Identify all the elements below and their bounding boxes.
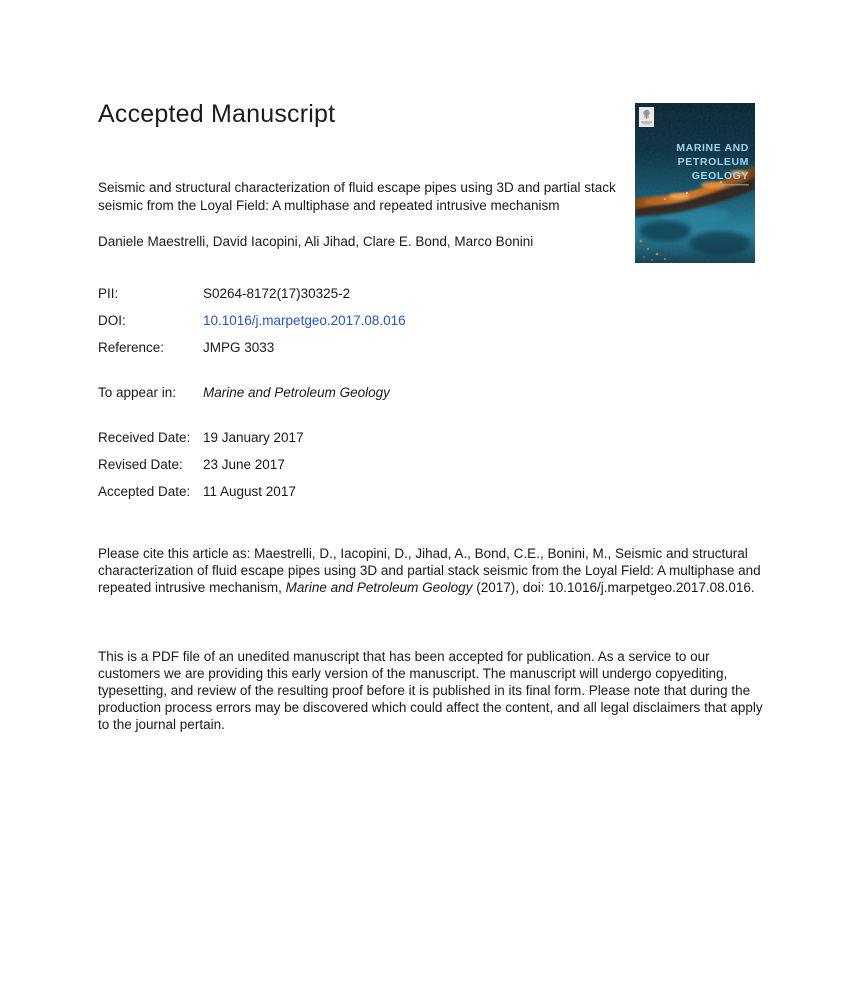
revised-date-label: Revised Date: [98,457,183,472]
doi-link[interactable]: 10.1016/j.marpetgeo.2017.08.016 [203,313,406,328]
cover-band-highlight [669,193,689,199]
citation-prefix: Please cite this article as: Maestrelli, D., Iacopini, D., Jihad, A., Bond, C.E., Bonini, M., Seismic and structural characterization of fluid escape pipes using 3D and partial stack seismic from the Loyal Field: A multiphase and repeated intrusive mechanism, [98,546,761,595]
journal-cover-title-line1: MARINE AND [676,142,749,154]
cover-glint [686,192,688,194]
accepted-date-label: Accepted Date: [98,484,191,499]
article-authors: Daniele Maestrelli, David Iacopini, Ali Jihad, Clare E. Bond, Marco Bonini [98,234,534,249]
meta-row-accepted-date [98,484,296,499]
reference-label: Reference: [98,340,165,355]
cover-subtitle-bar [721,184,749,186]
meta-row-revised-date [98,457,285,472]
journal-cover-title-line3: GEOLOGY [691,170,749,182]
cover-band-highlight [645,200,661,205]
received-date-label: Received Date: [98,430,191,445]
meta-row-reference [98,340,274,355]
cover-glint [664,198,666,200]
citation-suffix: (2017), doi: 10.1016/j.marpetgeo.2017.08.016. [472,580,755,595]
revised-date-value: 23 June 2017 [203,457,285,472]
page-title: Accepted Manuscript [98,100,336,128]
meta-row-to-appear-in [98,385,390,400]
received-date-value: 19 January 2017 [203,430,304,445]
article-title: Seismic and structural characterization of fluid escape pipes using 3D and partial stack seismic from the Loyal Field: A multiphase and repeated intrusive mechanism [98,180,616,213]
accepted-date-value: 11 August 2017 [203,484,296,499]
disclaimer-note: This is a PDF file of an unedited manuscript that has been accepted for publication. As a service to our customers we are providing this early version of the manuscript. The manuscript will undergo copyediting, typesetting, and review of the resulting proof before it is published in its final form. Please note that during the production process errors may be discovered which could affect the content, and all legal disclaimers that apply to the journal pertain. [98,649,763,732]
reference-value: JMPG 3033 [203,340,275,355]
meta-row-received-date [98,430,304,445]
to-appear-in-label: To appear in: [98,385,177,400]
journal-cover-title-line2: PETROLEUM [677,156,749,168]
publisher-logo-icon [639,107,654,127]
meta-row-pii [98,286,350,301]
cover-dark-patch [690,231,750,255]
doi-label: DOI: [98,313,126,328]
citation-journal-name: Marine and Petroleum Geology [285,580,473,595]
pii-value: S0264-8172(17)30325-2 [203,286,351,301]
citation-note [98,545,768,596]
to-appear-in-value: Marine and Petroleum Geology [203,385,390,400]
meta-row-doi [98,313,406,328]
pii-label: PII: [98,286,119,301]
